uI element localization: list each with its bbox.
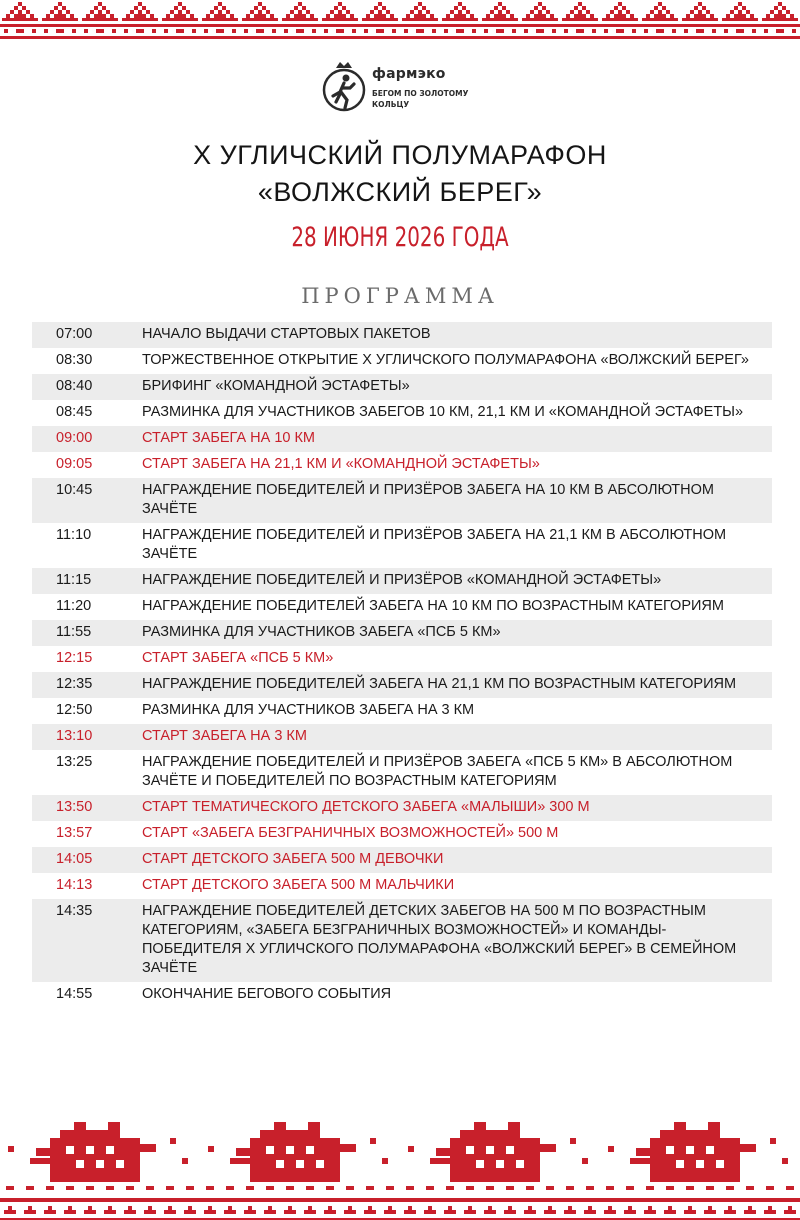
schedule-row (32, 452, 772, 478)
schedule-time: 08:45 (56, 404, 93, 420)
page-title-line1: X УГЛИЧСКИЙ ПОЛУМАРАФОН (193, 140, 607, 170)
bottom-ornament-border (0, 1118, 800, 1220)
schedule-row (32, 322, 772, 348)
schedule-time: 12:15 (56, 650, 93, 666)
schedule-event: СТАРТ ДЕТСКОГО ЗАБЕГА 500 М ДЕВОЧКИ (142, 851, 444, 867)
schedule-time: 12:50 (56, 702, 93, 718)
schedule-time: 14:05 (56, 851, 93, 867)
schedule-event: СТАРТ ЗАБЕГА НА 10 КМ (142, 430, 315, 446)
schedule-event: НАЧАЛО ВЫДАЧИ СТАРТОВЫХ ПАКЕТОВ (142, 326, 431, 342)
schedule-event: РАЗМИНКА ДЛЯ УЧАСТНИКОВ ЗАБЕГОВ 10 КМ, 21,1 КМ И «КОМАНДНОЙ ЭСТАФЕТЫ» (142, 404, 744, 420)
schedule-event: НАГРАЖДЕНИЕ ПОБЕДИТЕЛЕЙ И ПРИЗЁРОВ ЗАБЕГА НА 10 КМ В АБСОЛЮТНОМ ЗАЧЁТЕ (142, 482, 714, 517)
schedule-row (32, 568, 772, 594)
logo-subtitle-line1: БЕГОМ ПО ЗОЛОТОМУ (372, 89, 469, 98)
schedule-row (32, 478, 772, 523)
schedule-event: НАГРАЖДЕНИЕ ПОБЕДИТЕЛЕЙ ЗАБЕГА НА 10 КМ ПО ВОЗРАСТНЫМ КАТЕГОРИЯМ (142, 598, 724, 614)
schedule-row (32, 594, 772, 620)
schedule-time: 12:35 (56, 676, 93, 692)
schedule-row (32, 750, 772, 795)
schedule-event: НАГРАЖДЕНИЕ ПОБЕДИТЕЛЕЙ И ПРИЗЁРОВ ЗАБЕГА НА 21,1 КМ В АБСОЛЮТНОМ ЗАЧЁТЕ (142, 527, 727, 562)
schedule-time: 11:10 (56, 527, 92, 543)
schedule-event: СТАРТ ЗАБЕГА НА 21,1 КМ И «КОМАНДНОЙ ЭСТАФЕТЫ» (142, 456, 540, 472)
schedule-row (32, 620, 772, 646)
schedule-time: 14:13 (56, 877, 93, 893)
schedule-row (32, 646, 772, 672)
schedule-row (32, 672, 772, 698)
schedule-row (32, 847, 772, 873)
schedule-event: СТАРТ ТЕМАТИЧЕСКОГО ДЕТСКОГО ЗАБЕГА «МАЛЫШИ» 300 М (142, 799, 590, 815)
runner-emblem-icon (320, 58, 368, 118)
schedule-event: БРИФИНГ «КОМАНДНОЙ ЭСТАФЕТЫ» (142, 378, 410, 394)
program-heading: ПРОГРАММА (301, 284, 499, 308)
event-date: 28 ИЮНЯ 2026 ГОДА (291, 222, 509, 253)
schedule-time: 13:57 (56, 825, 93, 841)
schedule-row (32, 821, 772, 847)
schedule-row (32, 400, 772, 426)
schedule-time: 11:15 (56, 572, 92, 588)
logo-brand: фармэко (372, 66, 446, 82)
schedule-event: НАГРАЖДЕНИЕ ПОБЕДИТЕЛЕЙ ДЕТСКИХ ЗАБЕГОВ НА 500 М ПО ВОЗРАСТНЫМ КАТЕГОРИЯМ, «ЗАБЕГА БЕЗГРАНИЧНЫХ ВОЗМОЖНОСТЕЙ» И КОМАНДЫ-ПОБЕДИТЕЛЯ X УГЛИЧСКОГО ПОЛУМАРАФОНА «ВОЛЖСКИЙ БЕРЕГ» В СЕМЕЙНОМ ЗАЧЁТЕ (142, 903, 737, 976)
schedule-time: 07:00 (56, 326, 93, 342)
schedule-time: 13:10 (56, 728, 93, 744)
schedule-event: СТАРТ ЗАБЕГА «ПСБ 5 КМ» (142, 650, 334, 666)
schedule-time: 09:05 (56, 456, 93, 472)
schedule-event: РАЗМИНКА ДЛЯ УЧАСТНИКОВ ЗАБЕГА «ПСБ 5 КМ» (142, 624, 501, 640)
schedule-time: 13:25 (56, 754, 93, 770)
schedule-event: СТАРТ ДЕТСКОГО ЗАБЕГА 500 М МАЛЬЧИКИ (142, 877, 455, 893)
schedule-time: 08:30 (56, 352, 93, 368)
schedule-row (32, 899, 772, 982)
schedule-event: СТАРТ ЗАБЕГА НА 3 КМ (142, 728, 307, 744)
page-title-line2: «ВОЛЖСКИЙ БЕРЕГ» (257, 177, 543, 207)
schedule-time: 09:00 (56, 430, 93, 446)
schedule-event: ТОРЖЕСТВЕННОЕ ОТКРЫТИЕ X УГЛИЧСКОГО ПОЛУМАРАФОНА «ВОЛЖСКИЙ БЕРЕГ» (142, 352, 749, 368)
schedule-event: НАГРАЖДЕНИЕ ПОБЕДИТЕЛЕЙ ЗАБЕГА НА 21,1 КМ ПО ВОЗРАСТНЫМ КАТЕГОРИЯМ (142, 676, 737, 692)
schedule-time: 14:35 (56, 903, 93, 919)
logo (320, 58, 490, 118)
schedule-event: СТАРТ «ЗАБЕГА БЕЗГРАНИЧНЫХ ВОЗМОЖНОСТЕЙ» 500 М (142, 825, 559, 841)
schedule-event: НАГРАЖДЕНИЕ ПОБЕДИТЕЛЕЙ И ПРИЗЁРОВ «КОМАНДНОЙ ЭСТАФЕТЫ» (142, 572, 662, 588)
schedule-row (32, 348, 772, 374)
schedule-event: РАЗМИНКА ДЛЯ УЧАСТНИКОВ ЗАБЕГА НА 3 КМ (142, 702, 475, 718)
schedule-row (32, 698, 772, 724)
schedule-time: 08:40 (56, 378, 93, 394)
schedule-row (32, 795, 772, 821)
schedule-time: 11:55 (56, 624, 92, 640)
schedule-time: 14:55 (56, 986, 93, 1002)
schedule-time: 10:45 (56, 482, 93, 498)
top-ornament-border (0, 0, 800, 46)
schedule-event: ОКОНЧАНИЕ БЕГОВОГО СОБЫТИЯ (142, 986, 392, 1002)
schedule-event: НАГРАЖДЕНИЕ ПОБЕДИТЕЛЕЙ И ПРИЗЁРОВ ЗАБЕГА «ПСБ 5 КМ» В АБСОЛЮТНОМ ЗАЧЁТЕ И ПОБЕДИТЕЛЕЙ ПО ВОЗРАСТНЫМ КАТЕГОРИЯМ (142, 754, 733, 789)
schedule-table (32, 322, 772, 1008)
schedule-row (32, 873, 772, 899)
schedule-row (32, 982, 772, 1008)
logo-subtitle-line2: КОЛЬЦУ (372, 100, 410, 109)
schedule-time: 11:20 (56, 598, 92, 614)
schedule-row (32, 426, 772, 452)
schedule-row (32, 724, 772, 750)
schedule-time: 13:50 (56, 799, 93, 815)
schedule-row (32, 374, 772, 400)
schedule-row (32, 523, 772, 568)
